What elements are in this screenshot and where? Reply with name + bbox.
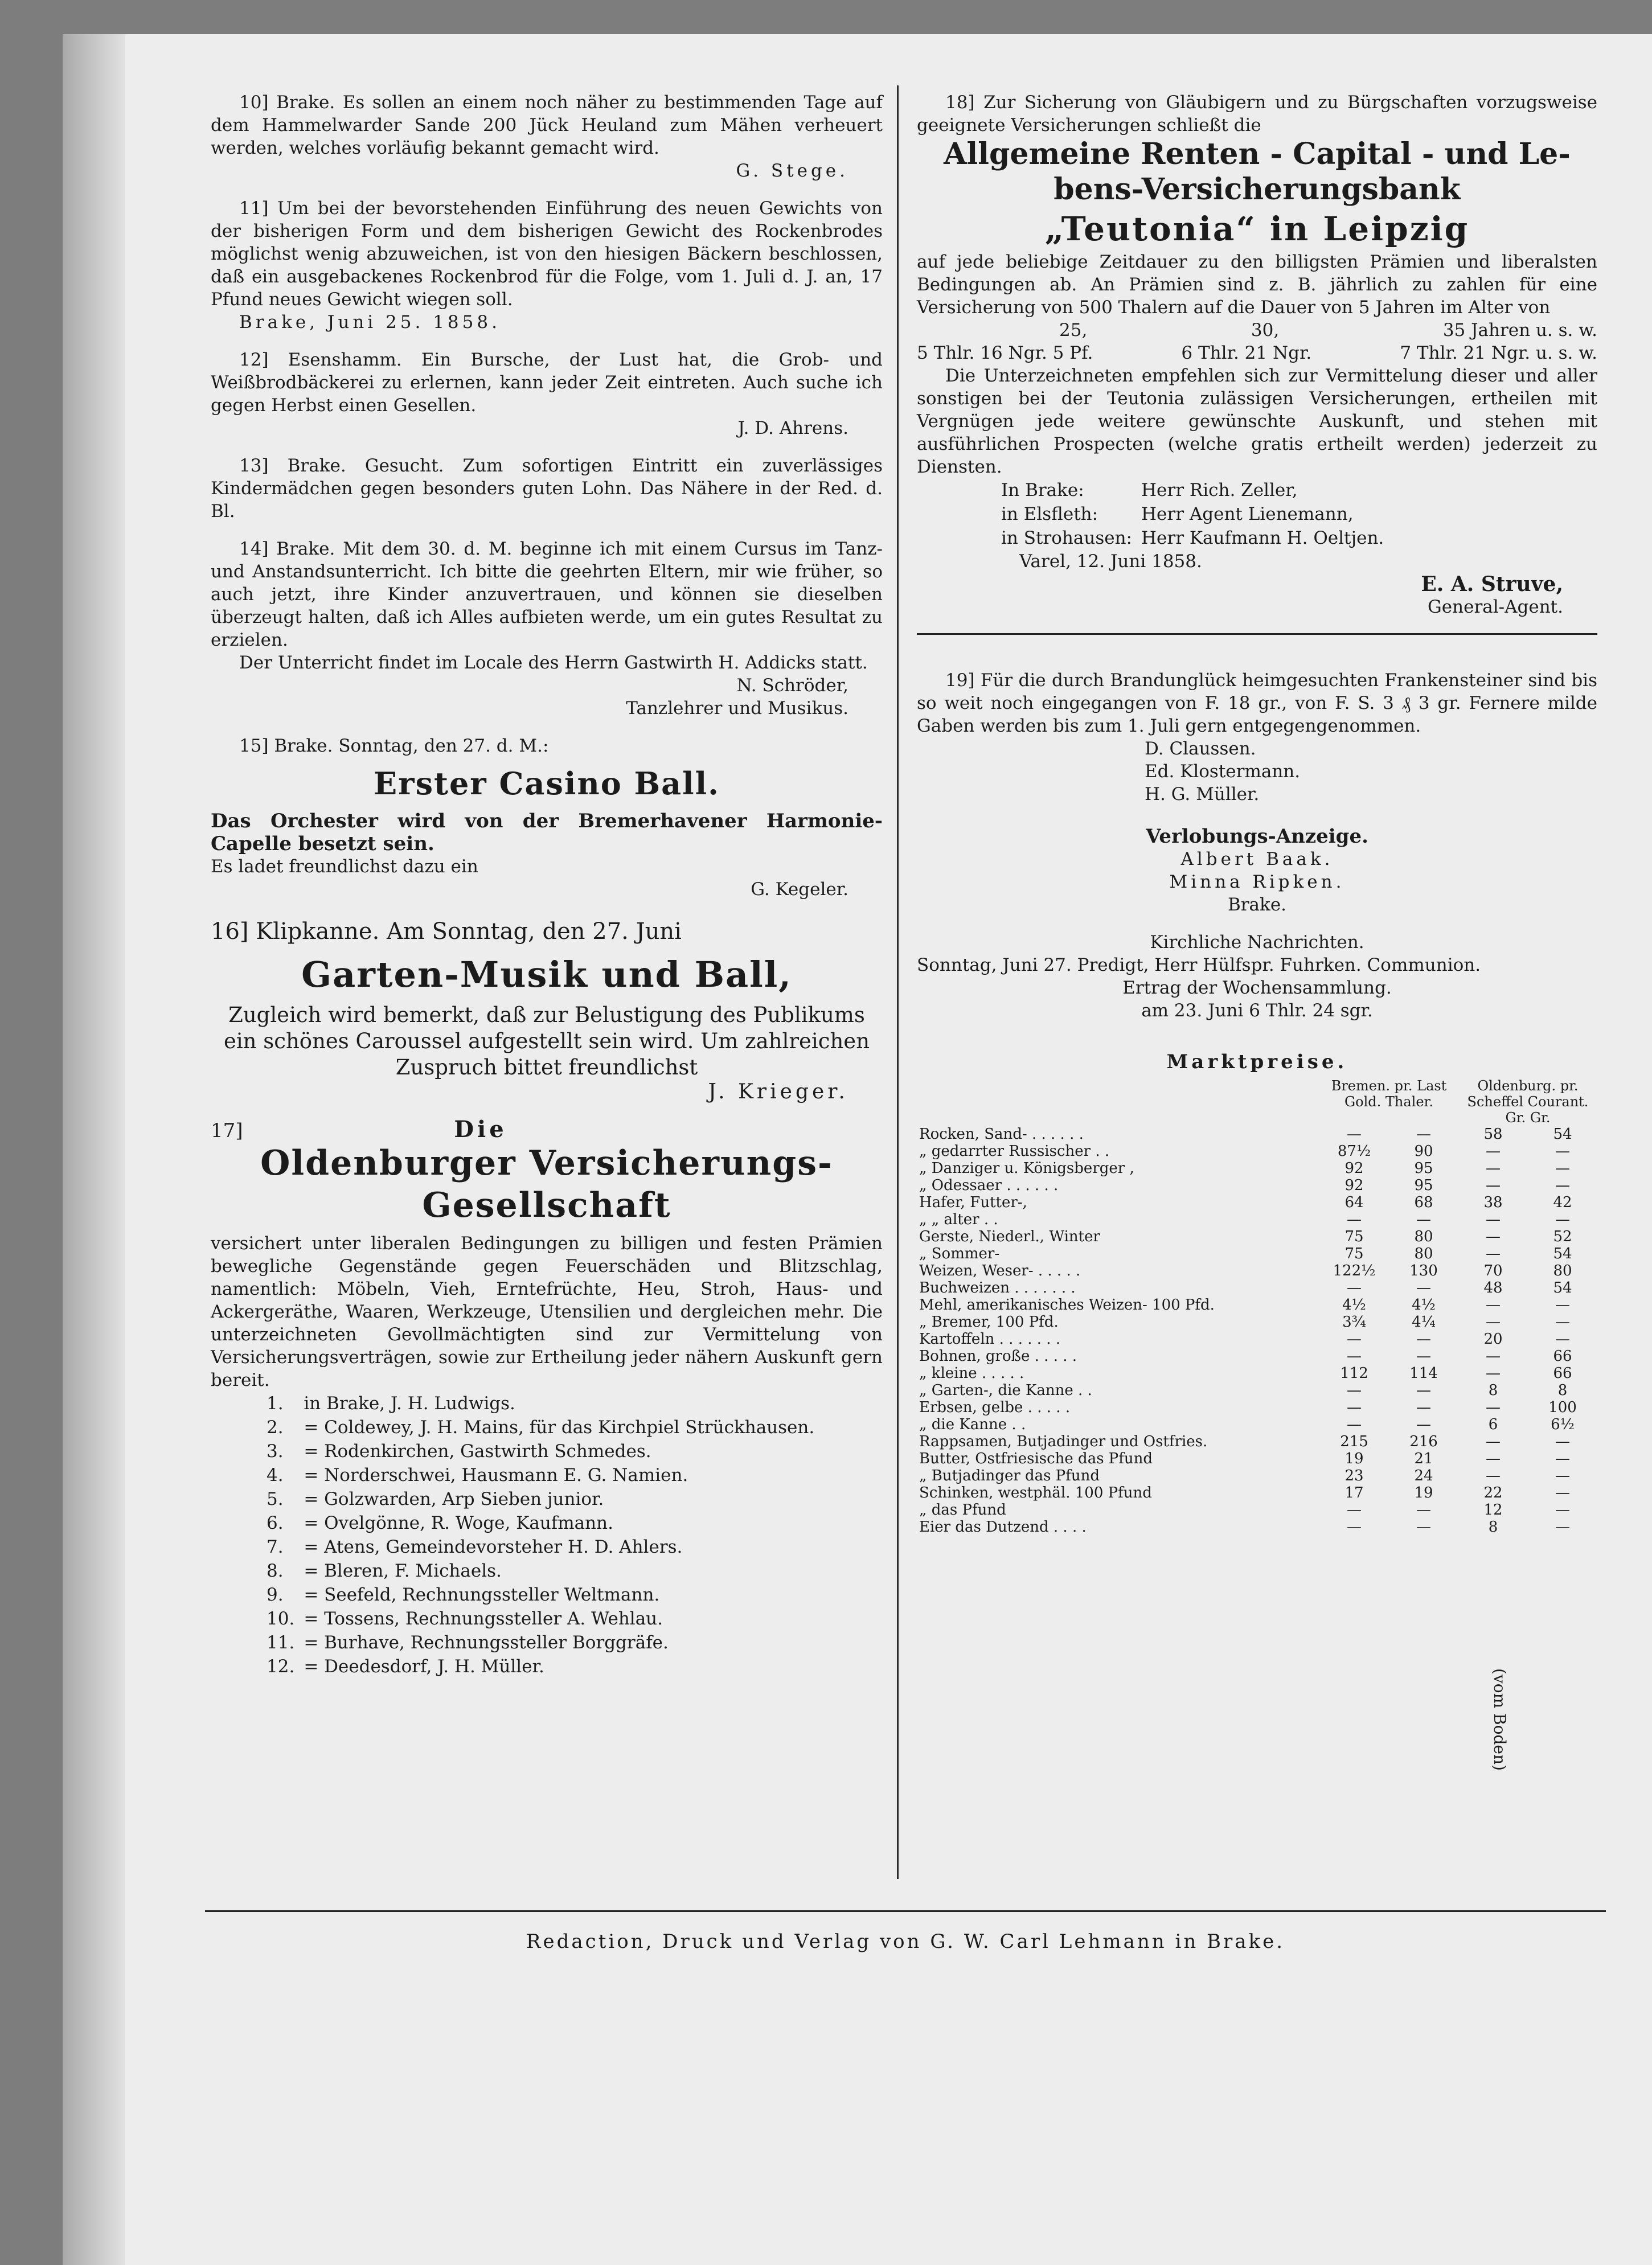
market-item: „ kleine . . . . . <box>919 1365 1024 1382</box>
oldenburg-price-1: 70 <box>1483 1262 1503 1279</box>
bremen-price-2: — <box>1416 1416 1431 1433</box>
bremen-price-1: — <box>1347 1348 1362 1365</box>
oldenburg-price-1: 22 <box>1483 1484 1503 1501</box>
bremen-price-1: 3¾ <box>1342 1314 1366 1331</box>
ad-12 <box>211 348 883 440</box>
bremen-price-2: — <box>1416 1501 1431 1519</box>
market-row <box>917 1262 1597 1279</box>
bremen-price-2: 80 <box>1414 1228 1433 1245</box>
market-item: „ Sommer- <box>919 1245 1000 1262</box>
market-row <box>917 1501 1597 1519</box>
engagement-title: Verlobungs-Anzeige. <box>1146 825 1368 848</box>
agent-row <box>262 1655 819 1679</box>
oldenburg-price-1: — <box>1485 1228 1501 1245</box>
church-service-line: Sonntag, Juni 27. Predigt, Herr Hülfspr. Fuhrken. Communion. <box>917 955 1481 975</box>
agent-number: 2. <box>267 1417 284 1438</box>
oldenburg-price-2: — <box>1555 1501 1570 1519</box>
bremen-price-2: 68 <box>1414 1194 1433 1211</box>
oldenburg-price-1: — <box>1485 1399 1501 1416</box>
church-title: Kirchliche Nachrichten. <box>1150 932 1364 953</box>
ad-17-text: versichert unter liberalen Bedingungen zu billigen und festen Prämien bewegliche Gegenstände gegen Feuerschäden und Blitzschlag, namentlich: Möbeln, Vieh, Erntefrüchte, Heu, Stroh, Haus- und Ackergeräthe, Waaren, Werkzeuge, Utensilien und dergleichen mehr. Die unterzeichneten Gevollmächtigten sind zur Vermittelung von Versicherungsverträgen, sowie zur Ertheilung jeder nähern Auskunft gern bereit. <box>211 1233 883 1390</box>
market-item: „ die Kanne . . <box>919 1416 1026 1433</box>
ad-18-text2: Die Unterzeichneten empfehlen sich zur Vermittelung dieser und aller sonstigen bei der Teutonia zulässigen Versicherungen, ertheilen mit Vergnügen jede weitere gewünschte Auskunft, und stehen mit ausführlichen Prospecten (welche gratis ertheilt werden) jederzeit zu Diensten. <box>917 366 1597 477</box>
market-header-item <box>917 1078 1319 1126</box>
market-row <box>917 1433 1597 1450</box>
agent-name: Herr Kaufmann H. Oeltjen. <box>1141 528 1384 548</box>
market-row <box>917 1399 1597 1416</box>
agent-number: 5. <box>267 1489 284 1509</box>
ad-19 <box>917 669 1597 806</box>
bremen-price-1: — <box>1347 1279 1362 1296</box>
ad-16-title: Garten-Musik und Ball, <box>301 954 792 995</box>
ad-15-signature: G. Kegeler. <box>751 879 848 900</box>
oldenburg-price-2: 54 <box>1553 1126 1572 1143</box>
ad-12-signature: J. D. Ahrens. <box>737 418 848 438</box>
oldenburg-price-1: 20 <box>1483 1331 1503 1348</box>
bremen-price-1: — <box>1347 1501 1362 1519</box>
ad-15-title: Erster Casino Ball. <box>374 765 720 802</box>
oldenburg-price-1: 38 <box>1483 1194 1503 1211</box>
oldenburg-price-1: 8 <box>1488 1519 1498 1536</box>
agent-row <box>262 1415 819 1439</box>
column-divider <box>897 85 899 1879</box>
market-item: Rappsamen, Butjadinger und Ostfries. <box>919 1433 1208 1450</box>
oldenburg-price-1: — <box>1485 1314 1501 1331</box>
engagement-name-1: Albert Baak. <box>1180 849 1334 869</box>
market-row <box>917 1228 1597 1245</box>
ad-18-text: auf jede beliebige Zeitdauer zu den billigsten Prämien und liberalsten Bedingungen ab. An Prämien sind z. B. jährlich zu zahlen für eine Versicherung von 500 Thalern auf die Dauer von 5 Jahren im Alter von <box>917 252 1597 318</box>
engagement-notice <box>917 825 1597 916</box>
market-row <box>917 1160 1597 1177</box>
oldenburg-price-2: — <box>1555 1177 1570 1194</box>
ad-18-signature-name: E. A. Struve, <box>1421 572 1563 596</box>
imprint-footer: Redaction, Druck und Verlag von G. W. Carl Lehmann in Brake. <box>526 1930 1285 1953</box>
agent-entry: = Coldewey, J. H. Mains, für das Kirchpiel Strückhausen. <box>304 1417 815 1438</box>
ad-17-title-line1: Oldenburger Versicherungs- <box>260 1143 833 1183</box>
market-side-label: (vom Boden) <box>1490 1668 1509 1771</box>
market-row <box>917 1519 1597 1536</box>
bremen-price-1: 92 <box>1344 1177 1364 1194</box>
ad-19-text: 19] Für die durch Brandunglück heimgesuchten Frankensteiner sind bis so weit noch eingegangen von F. 18 gr., von F. S. 3 ₰ 3 gr. Fernere milde Gaben werden bis zum 1. Juli gern entgegengenommen. <box>917 670 1597 736</box>
ad-15 <box>211 735 883 901</box>
market-item: Hafer, Futter-, <box>919 1194 1027 1211</box>
agent-row <box>262 1392 819 1415</box>
ad-18-signature-title: General-Agent. <box>1428 597 1563 617</box>
bremen-price-1: 112 <box>1340 1365 1368 1382</box>
agent-number: 3. <box>267 1441 284 1462</box>
oldenburg-price-1: 6 <box>1488 1416 1498 1433</box>
bremen-price-2: 24 <box>1414 1467 1433 1484</box>
agent-place: in Elsfleth: <box>1001 504 1098 524</box>
ad-17-article: Die <box>454 1116 507 1143</box>
oldenburg-price-1: — <box>1485 1365 1501 1382</box>
agent-number: 6. <box>267 1513 284 1533</box>
ad-18-title-line1: Allgemeine Renten - Capital - und Le- <box>944 137 1571 171</box>
agent-row <box>262 1607 819 1631</box>
oldenburg-price-2: 54 <box>1553 1279 1572 1296</box>
bremen-price-2: 4½ <box>1412 1296 1436 1314</box>
oldenburg-price-2: — <box>1555 1143 1570 1160</box>
agent-entry: = Ovelgönne, R. Woge, Kaufmann. <box>304 1513 613 1533</box>
agent-row <box>262 1559 819 1583</box>
oldenburg-price-1: — <box>1485 1211 1501 1228</box>
bremen-price-2: 114 <box>1409 1365 1438 1382</box>
market-item: „ Danziger u. Königsberger , <box>919 1160 1134 1177</box>
agent-entry: = Burhave, Rechnungssteller Borggräfe. <box>304 1632 669 1653</box>
bremen-price-2: — <box>1416 1126 1431 1143</box>
market-row <box>917 1126 1597 1143</box>
ad-14-signature-title: Tanzlehrer und Musikus. <box>626 698 848 719</box>
oldenburg-price-2: 66 <box>1553 1365 1572 1382</box>
ad-17-agent-list <box>262 1392 819 1679</box>
oldenburg-price-2: 42 <box>1553 1194 1572 1211</box>
market-item: „ „ alter . . <box>919 1211 998 1228</box>
ad-16-heading: 16] Klipkanne. Am Sonntag, den 27. Juni <box>211 918 682 945</box>
ad-13-text: 13] Brake. Gesucht. Zum sofortigen Eintritt ein zuverlässiges Kindermädchen gegen besonders guten Lohn. Das Nähere in der Red. d. Bl. <box>211 456 883 522</box>
bremen-price-1: 4½ <box>1342 1296 1366 1314</box>
bremen-price-1: 87½ <box>1337 1143 1371 1160</box>
market-item: Erbsen, gelbe . . . . . <box>919 1399 1071 1416</box>
bremen-price-1: 19 <box>1344 1450 1364 1467</box>
oldenburg-price-2: 8 <box>1557 1382 1568 1399</box>
agent-place: in Strohausen: <box>1001 528 1132 548</box>
ad-11-date: Brake, Juni 25. 1858. <box>239 312 501 333</box>
agent-number: 4. <box>267 1465 284 1486</box>
market-item: „ Odessaer . . . . . . <box>919 1177 1059 1194</box>
ad-15-orchestra-note: Das Orchester wird von der Bremerhavener Harmonie-Capelle besetzt sein. <box>211 810 883 855</box>
bremen-price-1: — <box>1347 1211 1362 1228</box>
engagement-name-2: Minna Ripken. <box>1169 872 1345 892</box>
market-item: Eier das Dutzend . . . . <box>919 1519 1087 1536</box>
market-item: „ Butjadinger das Pfund <box>919 1467 1100 1484</box>
bremen-price-1: 215 <box>1340 1433 1368 1450</box>
market-row <box>917 1365 1597 1382</box>
bremen-price-1: — <box>1347 1126 1362 1143</box>
market-item: Rocken, Sand- . . . . . . <box>919 1126 1084 1143</box>
oldenburg-price-2: — <box>1555 1450 1570 1467</box>
oldenburg-price-1: — <box>1485 1177 1501 1194</box>
agent-row <box>262 1487 819 1511</box>
ad-16 <box>211 916 883 1103</box>
ad-18-premiums <box>917 342 1597 364</box>
market-row <box>917 1296 1597 1314</box>
oldenburg-price-1: — <box>1485 1467 1501 1484</box>
agent-number: 12. <box>267 1656 295 1677</box>
age-30: 30, <box>1251 320 1280 340</box>
teutonia-agent-row <box>997 526 1388 550</box>
bremen-price-1: 64 <box>1344 1194 1364 1211</box>
premium-25: 5 Thlr. 16 Ngr. 5 Pf. <box>917 343 1093 363</box>
ad-17-number: 17] <box>211 1119 243 1142</box>
bremen-price-2: — <box>1416 1519 1431 1536</box>
oldenburg-price-1: — <box>1485 1296 1501 1314</box>
bremen-price-2: — <box>1416 1279 1431 1296</box>
market-item: Buchweizen . . . . . . . <box>919 1279 1076 1296</box>
church-notice <box>917 931 1597 1022</box>
ad-18-agent-list <box>997 478 1388 550</box>
bremen-price-2: — <box>1416 1348 1431 1365</box>
ad-14-signature-name: N. Schröder, <box>736 675 848 696</box>
agent-row <box>262 1583 819 1607</box>
ad-15-invitation: Es ladet freundlichst dazu ein <box>211 856 478 877</box>
market-item: Weizen, Weser- . . . . . <box>919 1262 1081 1279</box>
ad-18-intro: 18] Zur Sicherung von Gläubigern und zu Bürgschaften vorzugsweise geeignete Versicherungen schließt die <box>917 92 1597 136</box>
agent-entry: = Seefeld, Rechnungssteller Weltmann. <box>304 1585 660 1605</box>
bremen-price-1: 92 <box>1344 1160 1364 1177</box>
agent-row <box>262 1511 819 1535</box>
oldenburg-price-2: — <box>1555 1314 1570 1331</box>
market-row <box>917 1143 1597 1160</box>
agent-entry: = Deedesdorf, J. H. Müller. <box>304 1656 544 1677</box>
ad-18-date: Varel, 12. Juni 1858. <box>1019 551 1202 572</box>
agent-number: 10. <box>267 1609 295 1629</box>
oldenburg-price-2: — <box>1555 1160 1570 1177</box>
collection-amount: am 23. Juni 6 Thlr. 24 sgr. <box>1141 1000 1373 1021</box>
oldenburg-price-2: — <box>1555 1211 1570 1228</box>
ad-19-signature-2: Ed. Klostermann. <box>1145 761 1301 782</box>
premium-30: 6 Thlr. 21 Ngr. <box>1181 343 1312 363</box>
ad-18 <box>917 91 1597 618</box>
ad-18-title-line2: bens-Versicherungsbank <box>1053 172 1461 207</box>
ad-19-signature-3: H. G. Müller. <box>1145 784 1260 805</box>
ad-14 <box>211 537 883 720</box>
agent-number: 9. <box>267 1585 284 1605</box>
bremen-price-1: — <box>1347 1399 1362 1416</box>
bremen-price-2: 90 <box>1414 1143 1433 1160</box>
bremen-price-2: 80 <box>1414 1245 1433 1262</box>
oldenburg-price-2: 66 <box>1553 1348 1572 1365</box>
market-item: „ Bremer, 100 Pfd. <box>919 1314 1059 1331</box>
ad-15-heading: 15] Brake. Sonntag, den 27. d. M.: <box>239 736 549 756</box>
ad-17 <box>211 1118 883 1679</box>
market-item: „ Garten-, die Kanne . . <box>919 1382 1092 1399</box>
teutonia-agent-row <box>997 478 1388 502</box>
oldenburg-price-2: 6½ <box>1551 1416 1575 1433</box>
agent-row <box>262 1631 819 1655</box>
age-25: 25, <box>1059 320 1088 340</box>
market-row <box>917 1467 1597 1484</box>
market-item: Kartoffeln . . . . . . . <box>919 1331 1061 1348</box>
agent-row <box>262 1535 819 1559</box>
bremen-price-1: 75 <box>1344 1245 1364 1262</box>
market-price-table <box>917 1078 1597 1536</box>
market-row <box>917 1382 1597 1399</box>
market-prices <box>917 1051 1597 1536</box>
market-row <box>917 1484 1597 1501</box>
oldenburg-price-1: — <box>1485 1143 1501 1160</box>
section-rule <box>917 633 1597 635</box>
ad-13 <box>211 454 883 523</box>
oldenburg-price-2: — <box>1555 1484 1570 1501</box>
page-binding-edge <box>63 34 125 2265</box>
market-item: „ gedarrter Russischer . . <box>919 1143 1110 1160</box>
ad-16-text: Zugleich wird bemerkt, daß zur Belustigung des Publikums ein schönes Caroussel aufgestellt sein wird. Um zahlreichen Zuspruch bittet freundlichst <box>223 1003 870 1080</box>
agent-place: In Brake: <box>1001 480 1084 500</box>
oldenburg-price-2: 100 <box>1548 1399 1577 1416</box>
market-row <box>917 1245 1597 1262</box>
market-row <box>917 1450 1597 1467</box>
agent-entry: in Brake, J. H. Ludwigs. <box>304 1393 515 1414</box>
market-item: Gerste, Niederl., Winter <box>919 1228 1100 1245</box>
market-row <box>917 1348 1597 1365</box>
right-column <box>917 91 1597 1550</box>
bremen-price-2: — <box>1416 1382 1431 1399</box>
oldenburg-price-1: — <box>1485 1433 1501 1450</box>
market-item: Mehl, amerikanisches Weizen- 100 Pfd. <box>919 1296 1215 1314</box>
bremen-price-2: 216 <box>1409 1433 1438 1450</box>
market-item: Bohnen, große . . . . . <box>919 1348 1077 1365</box>
agent-number: 1. <box>267 1393 284 1414</box>
market-item: Butter, Ostfriesische das Pfund <box>919 1450 1153 1467</box>
ad-12-text: 12] Esenshamm. Ein Bursche, der Lust hat, die Grob- und Weißbrodbäckerei zu erlernen, kann jeder Zeit eintreten. Auch suche ich gegen Herbst einen Gesellen. <box>211 350 883 416</box>
agent-name: Herr Rich. Zeller, <box>1141 480 1298 500</box>
bremen-price-1: — <box>1347 1331 1362 1348</box>
ad-17-title-line2: Gesellschaft <box>422 1185 671 1225</box>
oldenburg-price-1: — <box>1485 1348 1501 1365</box>
market-header-bremen: Bremen. pr. Last Gold. Thaler. <box>1331 1078 1447 1110</box>
ad-14-text: 14] Brake. Mit dem 30. d. M. beginne ich mit einem Cursus im Tanz- und Anstandsunterricht. Ich bitte die geehrten Eltern, mir wie früher, so auch jetzt, ihre Kinder anzuvertrauen, und können sie dieselben überzeugt halten, daß ich Alles aufbieten werde, um ein gutes Resultat zu erzielen. <box>211 539 883 650</box>
agent-number: 8. <box>267 1561 284 1581</box>
agent-number: 7. <box>267 1537 284 1557</box>
bremen-price-2: 19 <box>1414 1484 1433 1501</box>
age-35: 35 Jahren u. s. w. <box>1442 320 1597 340</box>
ad-16-signature: J. Krieger. <box>708 1080 848 1103</box>
bremen-price-1: 23 <box>1344 1467 1364 1484</box>
market-row <box>917 1177 1597 1194</box>
market-row <box>917 1211 1597 1228</box>
bremen-price-1: — <box>1347 1519 1362 1536</box>
teutonia-agent-row <box>997 502 1388 526</box>
market-row <box>917 1314 1597 1331</box>
bremen-price-2: 95 <box>1414 1177 1433 1194</box>
oldenburg-price-2: 80 <box>1553 1262 1572 1279</box>
bremen-price-1: 75 <box>1344 1228 1364 1245</box>
ad-10 <box>211 91 883 182</box>
oldenburg-price-2: 54 <box>1553 1245 1572 1262</box>
agent-row <box>262 1463 819 1487</box>
ad-14-location: Der Unterricht findet im Locale des Herrn Gastwirth H. Addicks statt. <box>239 653 868 673</box>
agent-row <box>262 1439 819 1463</box>
bremen-price-1: — <box>1347 1382 1362 1399</box>
left-column <box>211 91 883 1693</box>
agent-entry: = Rodenkirchen, Gastwirth Schmedes. <box>304 1441 651 1462</box>
bremen-price-2: 4¼ <box>1412 1314 1436 1331</box>
market-header-row <box>917 1078 1597 1126</box>
ad-19-signature-1: D. Claussen. <box>1145 738 1256 759</box>
oldenburg-price-2: — <box>1555 1296 1570 1314</box>
ad-10-signature: G. Stege. <box>736 161 848 181</box>
agent-entry: = Tossens, Rechnungssteller A. Wehlau. <box>304 1609 663 1629</box>
market-item: „ das Pfund <box>919 1501 1006 1519</box>
agent-number: 11. <box>267 1632 295 1653</box>
engagement-place: Brake. <box>1227 894 1287 915</box>
bremen-price-2: 21 <box>1414 1450 1433 1467</box>
agent-entry: = Atens, Gemeindevorsteher H. D. Ahlers. <box>304 1537 683 1557</box>
ad-11 <box>211 197 883 334</box>
market-row <box>917 1331 1597 1348</box>
bremen-price-2: — <box>1416 1331 1431 1348</box>
market-row <box>917 1416 1597 1433</box>
market-title: Marktpreise. <box>1166 1051 1348 1073</box>
oldenburg-price-2: — <box>1555 1519 1570 1536</box>
oldenburg-price-2: 52 <box>1553 1228 1572 1245</box>
oldenburg-price-1: — <box>1485 1160 1501 1177</box>
ad-10-text: 10] Brake. Es sollen an einem noch näher zu bestimmenden Tage auf dem Hammelwarder Sande 200 Jück Heuland zum Mähen verheuert werden, welches vorläufig bekannt gemacht wird. <box>211 92 883 158</box>
collection-title: Ertrag der Wochensammlung. <box>1122 978 1392 998</box>
oldenburg-price-1: 8 <box>1488 1382 1498 1399</box>
bremen-price-1: — <box>1347 1416 1362 1433</box>
bremen-price-1: 122½ <box>1333 1262 1376 1279</box>
market-item: Schinken, westphäl. 100 Pfund <box>919 1484 1152 1501</box>
bremen-price-2: — <box>1416 1211 1431 1228</box>
agent-name: Herr Agent Lienemann, <box>1141 504 1354 524</box>
oldenburg-price-1: — <box>1485 1450 1501 1467</box>
oldenburg-price-1: 48 <box>1483 1279 1503 1296</box>
agent-entry: = Bleren, F. Michaels. <box>304 1561 502 1581</box>
oldenburg-price-1: 12 <box>1483 1501 1503 1519</box>
bremen-price-1: 17 <box>1344 1484 1364 1501</box>
footer-rule <box>205 1910 1606 1912</box>
agent-entry: = Norderschwei, Hausmann E. G. Namien. <box>304 1465 688 1486</box>
market-header-oldenburg: Oldenburg. pr. Scheffel Courant. Gr. Gr. <box>1467 1078 1589 1126</box>
oldenburg-price-2: — <box>1555 1433 1570 1450</box>
bremen-price-2: — <box>1416 1399 1431 1416</box>
ad-18-ages <box>917 319 1597 342</box>
market-row <box>917 1279 1597 1296</box>
agent-entry: = Golzwarden, Arp Sieben junior. <box>304 1489 604 1509</box>
oldenburg-price-2: — <box>1555 1331 1570 1348</box>
oldenburg-price-2: — <box>1555 1467 1570 1484</box>
oldenburg-price-1: 58 <box>1483 1126 1503 1143</box>
oldenburg-price-1: — <box>1485 1245 1501 1262</box>
bremen-price-2: 95 <box>1414 1160 1433 1177</box>
market-row <box>917 1194 1597 1211</box>
bremen-price-2: 130 <box>1409 1262 1438 1279</box>
ad-11-text: 11] Um bei der bevorstehenden Einführung des neuen Gewichts von der bisherigen Form und dem bisherigen Gewicht des Rockenbrodes möglichst wenig abzuweichen, ist von den hiesigen Bäckern beschlossen, daß ein ausgebackenes Rockenbrod für die Folge, vom 1. Juli d. J. an, 17 Pfund neues Gewicht wiegen soll. <box>211 198 883 310</box>
ad-18-title-line3: „Teutonia“ in Leipzig <box>1044 210 1470 248</box>
premium-35: 7 Thlr. 21 Ngr. u. s. w. <box>1400 343 1597 363</box>
